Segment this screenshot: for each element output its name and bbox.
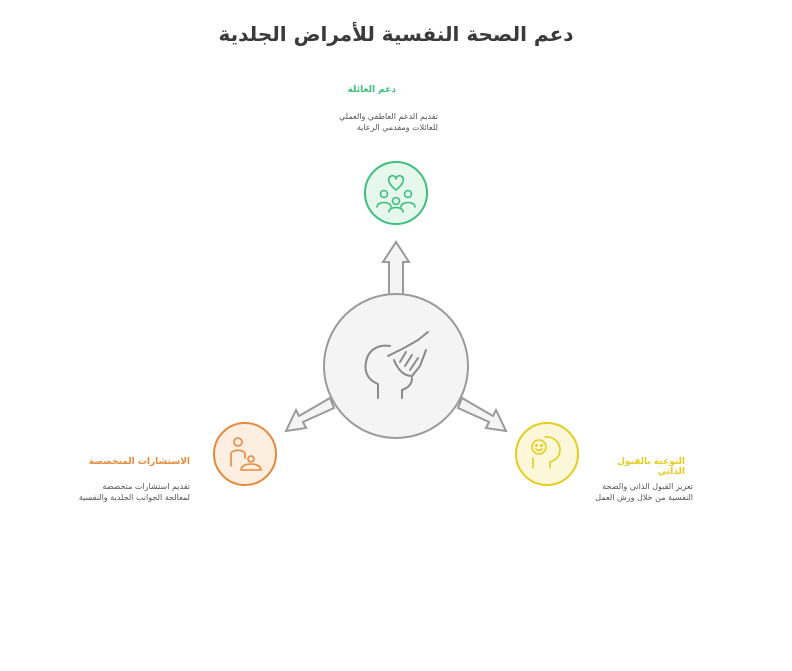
family-desc: تقديم الدعم العاطفي والعملي للعائلات ومقدمي الرعاية xyxy=(339,112,438,132)
family-title: دعم العائلة xyxy=(347,85,396,95)
aware-node xyxy=(516,423,578,485)
consult-node xyxy=(214,423,276,485)
central-hub xyxy=(324,294,468,438)
arrow-to-consult xyxy=(286,398,334,431)
consult-desc: تقديم استشارات متخصصة لمعالجة الجوانب الجلدية والنفسية xyxy=(78,482,190,502)
arrow-to-aware xyxy=(458,398,506,431)
aware-desc: تعزيز القبول الذاتي والصحة النفسية من خلال ورش العمل xyxy=(595,482,693,502)
family-node xyxy=(365,162,427,224)
aware-title: التوعية بالقبول الذاتي xyxy=(617,457,685,477)
arrow-to-family xyxy=(383,242,409,296)
page-title: دعم الصحة النفسية للأمراض الجلدية xyxy=(218,22,574,46)
consult-title: الاستشارات المتخصصة xyxy=(88,457,190,467)
